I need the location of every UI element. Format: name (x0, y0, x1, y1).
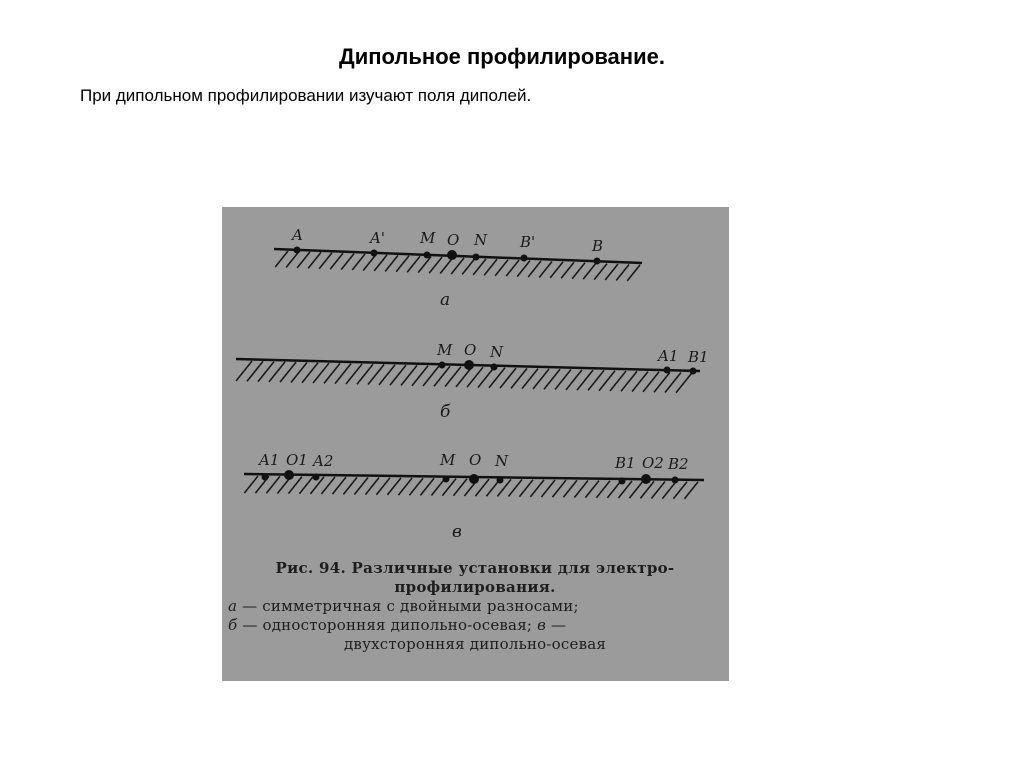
hatch-stroke (627, 265, 640, 281)
point-label-a-0: A (292, 226, 303, 244)
hatch-stroke (563, 480, 577, 497)
hatch-stroke (440, 258, 453, 274)
hatch-stroke (662, 482, 676, 499)
hatch-stroke (451, 258, 464, 274)
point-label-v-2: A2 (313, 452, 334, 470)
setup-letter-b: б (440, 402, 451, 422)
point-b-2 (491, 364, 498, 371)
point-a-0 (294, 247, 301, 254)
hatch-stroke (629, 481, 643, 498)
hatch-stroke (321, 477, 335, 494)
point-a-6 (594, 258, 601, 265)
hatch-stroke (407, 256, 420, 272)
hatch-stroke (363, 254, 376, 270)
hatch-stroke (374, 255, 387, 271)
hatch-stroke (396, 256, 409, 272)
hatch-stroke (308, 252, 321, 268)
point-label-a-4: N (474, 231, 488, 249)
caption-letter-b: б (228, 616, 238, 634)
point-b-4 (690, 368, 697, 375)
point-v-2 (313, 474, 320, 481)
setup-letter-v: в (452, 522, 462, 542)
hatch-stroke (550, 262, 563, 278)
point-v-4 (469, 474, 479, 484)
point-label-b-3: A1 (658, 347, 679, 365)
point-label-v-7: O2 (642, 454, 664, 472)
point-label-a-5: B' (520, 233, 536, 251)
point-label-v-5: N (495, 452, 509, 470)
hatch-stroke (429, 257, 442, 273)
hatch-stroke (585, 481, 599, 498)
slide-body-text: При дипольном профилировании изучают поля диполей. (80, 86, 532, 105)
point-a-2 (424, 252, 431, 259)
hatch-stroke (605, 264, 618, 280)
hatch-stroke (286, 251, 299, 267)
hatch-stroke (266, 476, 280, 493)
point-label-a-1: A' (370, 229, 385, 247)
point-label-b-0: M (437, 341, 453, 359)
caption-letter-v: в (537, 616, 547, 634)
point-v-8 (672, 477, 679, 484)
point-v-3 (443, 476, 450, 483)
hatch-stroke (607, 481, 621, 498)
hatch-stroke (508, 480, 522, 497)
hatch-stroke (343, 477, 357, 494)
hatch-stroke (352, 254, 365, 270)
hatch-stroke (409, 478, 423, 495)
point-label-b-2: N (490, 343, 504, 361)
point-a-1 (371, 250, 378, 257)
hatch-stroke (420, 478, 434, 495)
point-label-v-8: B2 (668, 455, 689, 473)
hatch-stroke (365, 478, 379, 495)
hatch-stroke (453, 479, 467, 496)
hatch-stroke (517, 261, 530, 277)
point-label-v-4: O (469, 451, 482, 469)
hatch-stroke (354, 477, 368, 494)
point-label-b-4: B1 (688, 348, 709, 366)
hatch-stroke (473, 259, 486, 275)
hatch-stroke (506, 260, 519, 276)
hatch-stroke (616, 264, 629, 280)
hatch-stroke (484, 259, 497, 275)
hatch-stroke (385, 255, 398, 271)
point-a-5 (521, 255, 528, 262)
slide-title: Дипольное профилирование. (339, 44, 665, 69)
hatch-stroke (319, 253, 332, 269)
hatch-stroke (299, 477, 313, 494)
point-label-v-6: B1 (615, 454, 636, 472)
hatch-stroke (398, 478, 412, 495)
caption-text-a: — симметричная с двойными разносами; (237, 597, 579, 615)
setup-b (236, 341, 709, 422)
hatch-stroke (594, 264, 607, 280)
point-v-0 (262, 474, 269, 481)
hatch-stroke (684, 482, 698, 499)
point-label-v-1: O1 (286, 451, 308, 469)
hatch-stroke (561, 262, 574, 278)
hatch-stroke (583, 263, 596, 279)
point-label-a-6: B (592, 237, 604, 255)
point-label-v-3: M (440, 451, 456, 469)
caption-heading-line-1: Рис. 94. Различные установки для электро- (275, 559, 675, 577)
point-v-7 (641, 474, 651, 484)
point-v-1 (284, 470, 294, 480)
setup-v (244, 451, 704, 542)
caption-heading-line-2: профилирования. (394, 578, 556, 596)
hatch-stroke (651, 481, 665, 498)
point-b-3 (664, 367, 671, 374)
hatch-stroke (275, 251, 288, 267)
hatch-stroke (297, 252, 310, 268)
hatch-stroke (673, 482, 687, 499)
point-v-6 (619, 478, 626, 485)
hatch-stroke (330, 253, 343, 269)
figure-scan (222, 207, 729, 681)
hatch-stroke (640, 481, 654, 498)
hatch-stroke (495, 260, 508, 276)
point-b-1 (464, 360, 474, 370)
point-label-v-0: A1 (259, 451, 280, 469)
caption-dash-v: — (546, 616, 567, 634)
caption-text-b: — односторонняя дипольно-осевая; (237, 616, 533, 634)
setup-a (274, 226, 642, 310)
hatch-stroke (572, 263, 585, 279)
hatch-stroke (387, 478, 401, 495)
point-b-0 (439, 362, 446, 369)
hatch-stroke (332, 477, 346, 494)
hatch-stroke (244, 476, 258, 493)
setup-letter-a: а (440, 290, 451, 310)
hatch-stroke (574, 480, 588, 497)
caption-letter-a: а (228, 597, 238, 615)
hatch-stroke (530, 480, 544, 497)
hatch-stroke (462, 258, 475, 274)
hatch-stroke (341, 254, 354, 270)
point-v-5 (497, 477, 504, 484)
point-label-a-2: M (420, 229, 436, 247)
point-a-3 (447, 250, 457, 260)
point-label-a-3: O (447, 231, 460, 249)
figure-caption (228, 559, 722, 654)
caption-line-3: двухсторонняя дипольно-осевая (343, 635, 607, 653)
caption-line-1 (228, 597, 722, 616)
hatch-stroke (519, 480, 533, 497)
hatch-stroke (541, 480, 555, 497)
point-label-b-1: O (464, 341, 477, 359)
point-a-4 (473, 254, 480, 261)
hatch-stroke (376, 478, 390, 495)
hatch-stroke (539, 261, 552, 277)
hatch-stroke (552, 480, 566, 497)
hatch-stroke (418, 257, 431, 273)
hatch-stroke (528, 261, 541, 277)
hatch-stroke (596, 481, 610, 498)
hatch-stroke (431, 479, 445, 496)
caption-line-2 (228, 616, 722, 635)
